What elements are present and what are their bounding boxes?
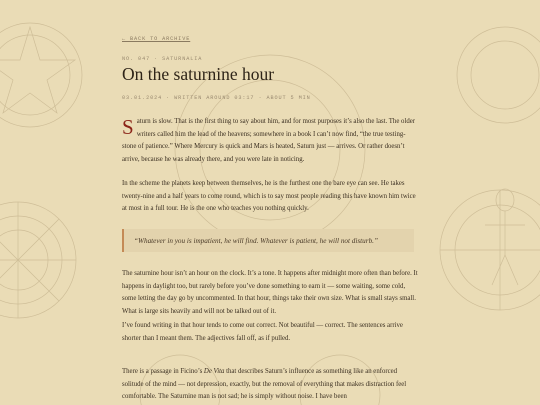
paragraph-3: The saturnine hour isn’t an hour on the clock. It’s a tone. It happens after midnight more often than before. It happens in daylight too, but rarely before you’ve done something to earn it — some waiting, some cold, some letting the day go by uncommented. In that hour, things take their own size. What is small stays small. What is large sits heavily and will not be talked out of it.: [122, 270, 418, 315]
paragraph-1: [122, 116, 418, 166]
paragraph-1-text: aturn is slow. That is the first thing to say about him, and for most purposes it’s also the last. The older writers called him the lead of the heavens; somewhere in a book I can’t now find, “the true testing-stone of patience.” Where Mercury is quick and Mars is heated, Saturn just — arrives. Or rather doesn’t arrive, because he was already there, and you were late in noticing.: [122, 118, 416, 163]
page-title: On the saturnine hour: [122, 64, 275, 84]
book-title: De Vita: [203, 368, 225, 375]
date-meta: 03.01.2024 · WRITTEN AROUND 03:17 · ABOUT 5 MIN: [122, 95, 311, 101]
paragraph-5-text-a: There is a passage in Ficino’s: [122, 368, 204, 375]
paragraph-5-text-b: that describes Saturn’s influence as something like an enforced solitude of the mind — not depression, exactly, but the removal of everything that makes distraction feel comfortable. The Saturnine man is not sad; he is simply without noise. I have been: [122, 368, 407, 400]
drop-cap: S: [122, 115, 134, 139]
issue-meta: NO. 047 · SATURNALIA: [122, 56, 203, 62]
paragraph-5: [122, 366, 418, 404]
paragraph-2: In the scheme the planets keep between themselves, he is the furthest one the bare eye can see. He takes twenty-nine and a half years to come round, which is to say most people reading this have known him twice at most in a full tour. He is the one who teaches you nothing quickly.: [122, 180, 416, 212]
back-to-archive-link[interactable]: ← BACK TO ARCHIVE: [122, 36, 191, 42]
pull-quote: “Whatever in you is impatient, he will find. Whatever is patient, he will not disturb.”: [122, 229, 414, 252]
paragraph-4: I’ve found writing in that hour tends to come out correct. Not beautiful — correct. The sentences arrive shorter than I meant them. The adjectives fall off, as if pulled.: [122, 322, 403, 342]
